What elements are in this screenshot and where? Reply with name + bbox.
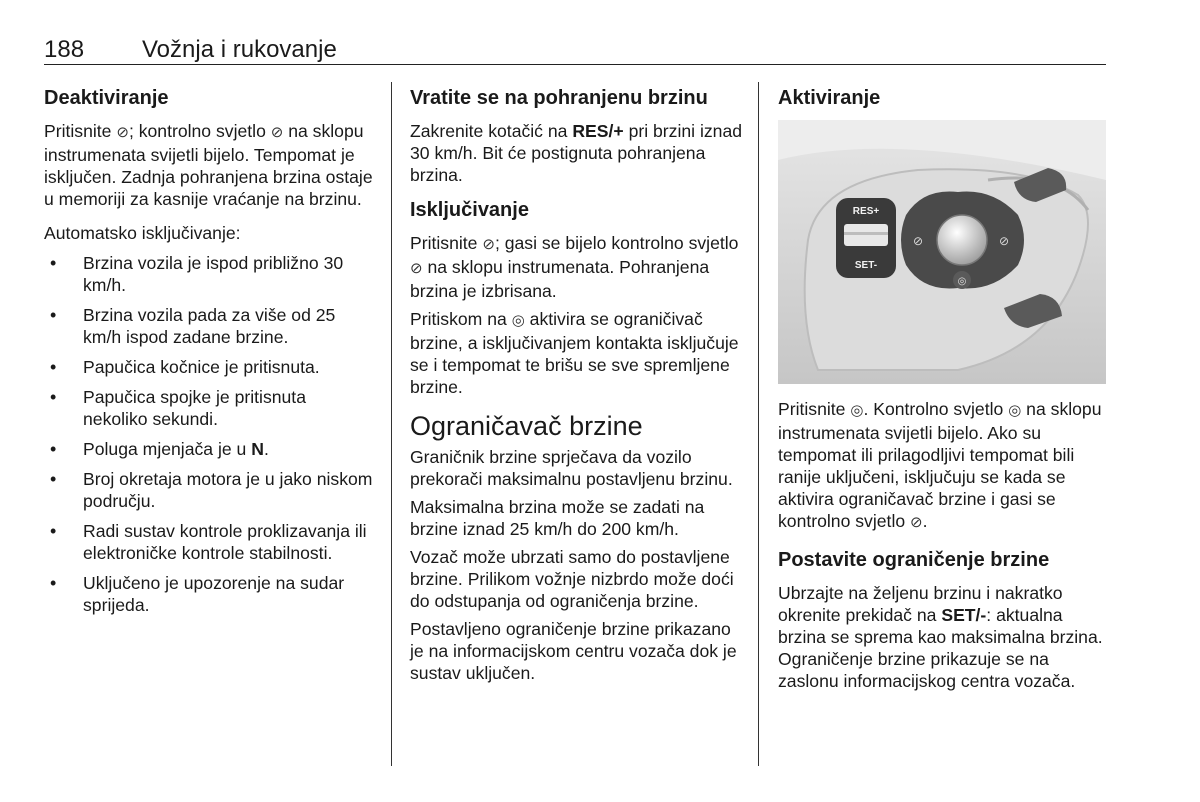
heading-return-speed: Vratite se na pohranjenu brzinu (410, 87, 708, 109)
paragraph-limiter-3: Vozač može ubrzati samo do postavljene brzine. Prilikom vožnje nizbrdo može doći do odstupanja od ograničenja brzine. (410, 547, 734, 611)
list-item: • Brzina vozila je ispod približno 30 km/h. (44, 252, 374, 296)
paragraph-limiter-2: Maksimalna brzina može se zadati na brzine iznad 25 km/h do 200 km/h. (410, 497, 705, 539)
cruise-indicator-icon: ⊘ (410, 260, 423, 277)
svg-text:⊘: ⊘ (912, 234, 924, 248)
steering-wheel-controls-figure (778, 120, 1106, 384)
chapter-title: Vožnja i rukovanje (142, 36, 337, 63)
set-minus-label: SET- (854, 260, 878, 271)
speed-limiter-icon: ◎ (1008, 402, 1022, 419)
paragraph-limiter-press: Pritiskom na ◎ aktivira se ograničivač brzine, a isključivanjem kontakta isključuje se i tempomat te brišu se sve spremljene brzine. (410, 309, 739, 397)
paragraph-return-speed: Zakrenite kotačić na RES/+ pri brzini iznad 30 km/h. Bit će postignuta pohranjena brzina. (410, 121, 743, 185)
list-item: • Poluga mjenjača je u N. (44, 438, 374, 460)
svg-text:◎: ◎ (957, 276, 967, 287)
paragraph-switch-off: Pritisnite ⊘; gasi se bijelo kontrolno svjetlo ⊘ na sklopu instrumenata. Pohranjena brzina je izbrisana. (410, 233, 739, 301)
heading-switch-off: Isključivanje (410, 199, 529, 221)
speed-limiter-icon: ◎ (850, 402, 864, 419)
column-right (778, 82, 1113, 698)
cruise-indicator-icon: ⊘ (910, 514, 923, 531)
paragraph-deactivation: Pritisnite ⊘; kontrolno svjetlo ⊘ na sklopu instrumenata svijetli bijelo. Tempomat je isključen. Zadnja pohranjena brzina ostaje u memoriji za kasnije vraćanje na brzinu. (44, 121, 373, 209)
list-item: • Brzina vozila pada za više od 25 km/h ispod zadane brzine. (44, 304, 374, 348)
page-number: 188 (44, 36, 85, 63)
paragraph-limiter-4: Postavljeno ograničenje brzine prikazano je na informacijskom centru vozača dok je sustav uključen. (410, 619, 737, 683)
list-item: • Papučica kočnice je pritisnuta. (44, 356, 374, 378)
column-left (44, 82, 374, 624)
list-item: • Papučica spojke je pritisnuta nekoliko sekundi. (44, 386, 374, 430)
list-item: • Uključeno je upozorenje na sudar sprijeda. (44, 572, 374, 616)
cruise-cancel-icon: ⊘ (116, 124, 129, 141)
list-item: • Broj okretaja motora je u jako niskom području. (44, 468, 374, 512)
cruise-indicator-icon: ⊘ (270, 124, 284, 141)
heading-activation: Aktiviranje (778, 87, 881, 109)
paragraph-set-limit: Ubrzajte na željenu brzinu i nakratko okrenite prekidač na SET/-: aktualna brzina se sprema kao maksimalna brzina. Ograničenje brzine prikazuje se na zaslonu informacijskog centra vozača. (778, 583, 1103, 691)
column-divider (391, 82, 392, 766)
list-item: • Radi sustav kontrole proklizavanja ili elektroničke kontrole stabilnosti. (44, 520, 374, 564)
cruise-indicator-icon: ⊘ (482, 236, 495, 253)
heading-set-limit: Postavite ograničenje brzine (778, 549, 1050, 571)
heading-deactivation: Deaktiviranje (44, 87, 169, 109)
column-middle (410, 82, 745, 690)
svg-text:⊘: ⊘ (998, 234, 1010, 248)
steering-wheel-illustration (778, 120, 1106, 384)
paragraph-auto-off: Automatsko isključivanje: (44, 223, 241, 243)
res-plus-label: RES+ (852, 206, 880, 217)
heading-speed-limiter: Ograničavač brzine (410, 411, 643, 441)
paragraph-activation: Pritisnite ◎. Kontrolno svjetlo ◎ na sklopu instrumenata svijetli bijelo. Ako su tempomat ili prilagodljivi tempomat bili ranije uključeni, isključuju se kada se aktivira ograničavač brzine i gasi se kontrolno svjetlo ⊘. (778, 399, 1102, 531)
column-divider (758, 82, 759, 766)
auto-off-list (44, 252, 374, 616)
paragraph-limiter-1: Graničnik brzine sprječava da vozilo prekorači maksimalnu postavljenu brzinu. (410, 447, 733, 489)
page-header (44, 34, 1106, 65)
speed-limiter-icon: ◎ (511, 312, 525, 329)
